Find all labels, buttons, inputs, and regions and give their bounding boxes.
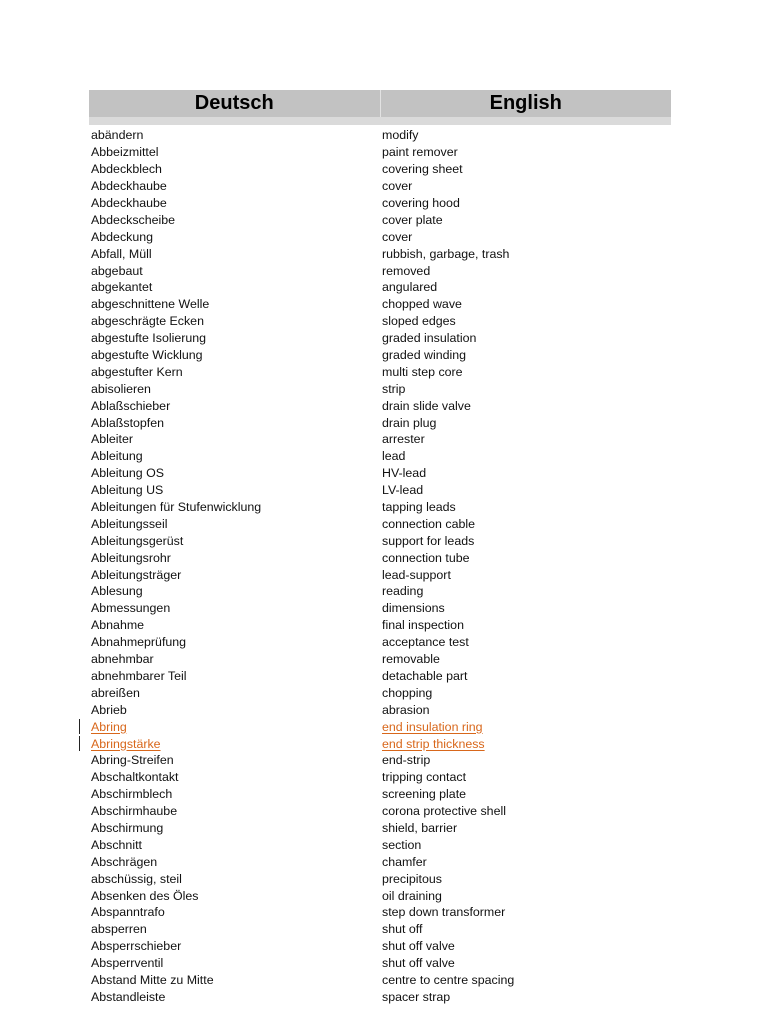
table-row: [89, 195, 671, 212]
term-deutsch: Abstandleiste: [91, 989, 166, 1004]
term-deutsch: Ableitungsgerüst: [91, 533, 184, 548]
term-english: spacer strap: [382, 989, 451, 1004]
table-row: [89, 752, 671, 769]
table-row: [89, 786, 671, 803]
term-deutsch: abisolieren: [91, 381, 151, 396]
term-english: oil draining: [382, 888, 442, 903]
term-english: modify: [382, 128, 419, 143]
term-english: HV-lead: [382, 466, 427, 481]
term-deutsch: Abdeckblech: [91, 162, 162, 177]
term-english: reading: [382, 584, 424, 599]
term-deutsch: abändern: [91, 128, 144, 143]
term-english: removable: [382, 652, 440, 667]
term-deutsch: abnehmbarer Teil: [91, 668, 187, 683]
table-row: [89, 600, 671, 617]
term-deutsch: Ableitung: [91, 449, 143, 464]
term-english: chopping: [382, 685, 433, 700]
table-header: [89, 90, 671, 125]
term-deutsch: Absperrventil: [91, 956, 164, 971]
table-row: [89, 634, 671, 651]
term-english: corona protective shell: [382, 804, 506, 819]
term-deutsch: Abmessungen: [91, 601, 171, 616]
term-english: drain slide valve: [382, 398, 471, 413]
table-row: [89, 144, 671, 161]
term-english: end-strip: [382, 753, 431, 768]
term-english: arrester: [382, 432, 425, 447]
term-english: lead-support: [382, 567, 451, 582]
table-row: [89, 988, 671, 1005]
table-row: [89, 414, 671, 431]
table-row: [89, 499, 671, 516]
term-deutsch: Abspanntrafo: [91, 905, 165, 920]
table-row: [89, 701, 671, 718]
table-row: [89, 668, 671, 685]
term-deutsch: Abschnitt: [91, 837, 142, 852]
term-english: shut off valve: [382, 956, 455, 971]
term-deutsch: abgestufter Kern: [91, 364, 183, 379]
term-english: support for leads: [382, 533, 475, 548]
table-row: [89, 279, 671, 296]
term-deutsch: Ableitungen für Stufenwicklung: [91, 500, 262, 515]
term-deutsch: Abring: [91, 719, 127, 734]
term-deutsch: Abdeckhaube: [91, 179, 167, 194]
term-deutsch: Abrieb: [91, 702, 127, 717]
term-english: acceptance test: [382, 635, 469, 650]
term-deutsch: Abnahmeprüfung: [91, 635, 187, 650]
term-deutsch: Abdeckscheibe: [91, 212, 176, 227]
table-row: [89, 211, 671, 228]
term-deutsch: Ableitungsträger: [91, 567, 182, 582]
table-row: [89, 296, 671, 313]
term-deutsch: Abringstärke: [91, 736, 161, 751]
term-deutsch: Abschrägen: [91, 854, 158, 869]
table-row: [89, 651, 671, 668]
term-english: covering sheet: [382, 162, 463, 177]
term-english: drain plug: [382, 415, 437, 430]
table-row: [89, 127, 671, 144]
table-row: [89, 870, 671, 887]
term-english: connection tube: [382, 550, 470, 565]
table-row: [89, 887, 671, 904]
header-english: English: [380, 90, 672, 117]
table-row: [89, 532, 671, 549]
term-deutsch: abgeschnittene Welle: [91, 297, 210, 312]
term-deutsch: abreißen: [91, 685, 140, 700]
term-english: detachable part: [382, 668, 468, 683]
term-deutsch: Abschirmung: [91, 820, 164, 835]
term-deutsch: Abstand Mitte zu Mitte: [91, 972, 214, 987]
table-row: [89, 938, 671, 955]
table-body: [89, 127, 671, 1005]
table-row: [89, 735, 671, 752]
term-deutsch: Abdeckung: [91, 229, 154, 244]
table-row: [89, 262, 671, 279]
term-english: multi step core: [382, 364, 463, 379]
term-english: covering hood: [382, 196, 460, 210]
term-deutsch: Ablaßschieber: [91, 398, 171, 413]
table-row: [89, 161, 671, 178]
term-deutsch: absperren: [91, 922, 147, 937]
term-english: precipitous: [382, 871, 442, 886]
term-english: step down transformer: [382, 905, 506, 920]
term-deutsch: Ableitungsseil: [91, 516, 168, 531]
term-english: rubbish, garbage, trash: [382, 246, 510, 261]
table-row: [89, 583, 671, 600]
table-row: [89, 549, 671, 566]
term-english: tripping contact: [382, 770, 467, 785]
term-english: chopped wave: [382, 297, 462, 312]
term-english: tapping leads: [382, 500, 456, 515]
table-row: [89, 431, 671, 448]
term-english: paint remover: [382, 145, 458, 160]
term-english: removed: [382, 263, 431, 278]
table-row: [89, 178, 671, 195]
term-deutsch: Ableitungsrohr: [91, 550, 171, 565]
term-deutsch: Abschaltkontakt: [91, 770, 179, 785]
header-deutsch: Deutsch: [194, 92, 274, 114]
term-english: graded winding: [382, 348, 467, 363]
term-deutsch: Ablaßstopfen: [91, 415, 165, 430]
term-deutsch: abgestufte Isolierung: [91, 331, 207, 346]
term-deutsch: Abnahme: [91, 618, 145, 633]
term-deutsch: Absenken des Öles: [91, 888, 199, 903]
table-row: [89, 448, 671, 465]
table-row: [89, 769, 671, 786]
term-english: cover plate: [382, 212, 443, 227]
term-english: final inspection: [382, 618, 464, 633]
table-row: [89, 955, 671, 972]
table-row: [89, 617, 671, 634]
table-row: [89, 347, 671, 364]
glossary-table: [89, 90, 671, 1005]
term-deutsch: abschüssig, steil: [91, 871, 182, 886]
table-row: [89, 904, 671, 921]
term-deutsch: Absperrschieber: [91, 939, 182, 954]
table-row: [89, 853, 671, 870]
table-row: [89, 684, 671, 701]
table-row: [89, 465, 671, 482]
term-english: end insulation ring: [382, 719, 483, 734]
table-row: [89, 228, 671, 245]
table-row: [89, 397, 671, 414]
term-deutsch: abgestufte Wicklung: [91, 348, 203, 363]
term-english: lead: [382, 449, 406, 464]
term-english: cover: [382, 229, 413, 244]
term-english: dimensions: [382, 601, 445, 616]
term-deutsch: Abring-Streifen: [91, 753, 174, 768]
term-english: shield, barrier: [382, 820, 458, 835]
table-row: [89, 566, 671, 583]
table-row: [89, 313, 671, 330]
term-english: angulared: [382, 280, 438, 295]
table-row: [89, 820, 671, 837]
term-english: strip: [382, 381, 406, 396]
term-english: end strip thickness: [382, 736, 485, 751]
term-english: sloped edges: [382, 314, 456, 329]
term-deutsch: Ableiter: [91, 432, 134, 447]
table-row: [89, 921, 671, 938]
term-english: centre to centre spacing: [382, 972, 515, 987]
term-deutsch: Abfall, Müll: [91, 246, 152, 261]
term-english: abrasion: [382, 702, 430, 717]
table-row: [89, 836, 671, 853]
term-deutsch: Abschirmblech: [91, 787, 173, 802]
table-row: [89, 363, 671, 380]
table-row: [89, 380, 671, 397]
term-english: LV-lead: [382, 483, 424, 498]
term-deutsch: Ablesung: [91, 584, 143, 599]
table-row: [89, 718, 671, 735]
table-row: [89, 515, 671, 532]
term-deutsch: abgeschrägte Ecken: [91, 314, 204, 329]
table-row: [89, 482, 671, 499]
term-english: cover: [382, 179, 413, 194]
term-english: screening plate: [382, 787, 467, 802]
term-english: graded insulation: [382, 331, 477, 346]
term-deutsch: Abdeckhaube: [91, 196, 167, 210]
term-english: chamfer: [382, 854, 427, 869]
table-row: [89, 245, 671, 262]
term-english: section: [382, 837, 422, 852]
table-row: [89, 803, 671, 820]
term-deutsch: Abbeizmittel: [91, 145, 159, 160]
term-english: shut off valve: [382, 939, 455, 954]
table-row: [89, 972, 671, 989]
term-deutsch: Abschirmhaube: [91, 804, 178, 819]
term-english: shut off: [382, 922, 423, 937]
term-deutsch: abnehmbar: [91, 652, 154, 667]
table-row: [89, 330, 671, 347]
term-deutsch: Ableitung US: [91, 483, 164, 498]
term-deutsch: Ableitung OS: [91, 466, 165, 481]
term-english: connection cable: [382, 516, 475, 531]
term-deutsch: abgebaut: [91, 263, 143, 278]
term-deutsch: abgekantet: [91, 280, 153, 295]
